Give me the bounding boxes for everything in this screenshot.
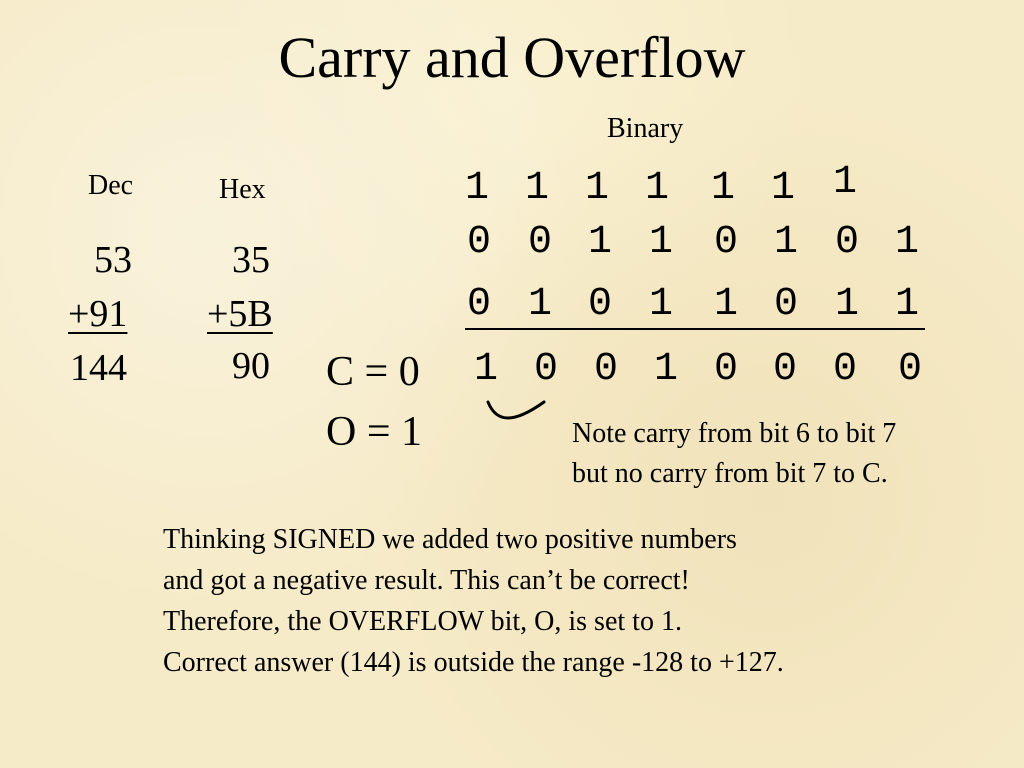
carry-note-line: but no carry from bit 7 to C. [572, 458, 888, 489]
result-bit: 1 [473, 347, 498, 392]
dec-operand-b: +91 [68, 293, 128, 335]
carry-bit: 1 [584, 166, 609, 211]
operand-b-bit: 1 [648, 282, 673, 327]
overflow-flag: O = 1 [326, 409, 423, 455]
result-bit: 0 [772, 347, 797, 392]
result-bit: 0 [897, 347, 922, 392]
carry-bit: 1 [832, 160, 857, 205]
hex-operand-b: +5B [207, 293, 273, 335]
operand-a-bit: 0 [713, 220, 738, 265]
carry-flag: C = 0 [326, 349, 420, 395]
carry-bit: 1 [770, 166, 795, 211]
check-mark-icon [482, 394, 552, 430]
operand-a-bit: 1 [773, 220, 798, 265]
carry-note-line: Note carry from bit 6 to bit 7 [572, 418, 897, 449]
carry-bit: 1 [524, 166, 549, 211]
result-bit: 0 [713, 347, 738, 392]
operand-b-bit: 0 [587, 282, 612, 327]
result-bit: 0 [593, 347, 618, 392]
hex-column-label: Hex [219, 174, 266, 205]
carry-bit: 1 [464, 166, 489, 211]
sum-line [465, 328, 925, 330]
operand-a-bit: 1 [894, 220, 919, 265]
explanation-paragraph [163, 519, 784, 683]
result-bit: 1 [653, 347, 678, 392]
dec-operand-a: 53 [94, 239, 132, 281]
slide-title: Carry and Overflow [278, 25, 746, 90]
explanation-line: Correct answer (144) is outside the range -128 to +127. [163, 647, 784, 678]
operand-a-bit: 1 [587, 220, 612, 265]
carry-bit: 1 [644, 166, 669, 211]
operand-b-bit: 1 [894, 282, 919, 327]
result-bit: 0 [832, 347, 857, 392]
operand-a-bit: 0 [834, 220, 859, 265]
carry-bit: 1 [710, 166, 735, 211]
hex-result: 90 [232, 345, 270, 387]
operand-a-bit: 0 [466, 220, 491, 265]
carry-note [572, 414, 896, 494]
operand-a-bit: 0 [527, 220, 552, 265]
operand-b-bit: 1 [527, 282, 552, 327]
dec-column-label: Dec [88, 170, 134, 201]
operand-a-bit: 1 [648, 220, 673, 265]
explanation-line: Thinking SIGNED we added two positive numbers [163, 524, 737, 555]
dec-result: 144 [70, 347, 127, 389]
operand-b-bit: 1 [834, 282, 859, 327]
explanation-line: and got a negative result. This can’t be correct! [163, 565, 690, 596]
binary-column-label: Binary [607, 113, 684, 144]
operand-b-bit: 0 [466, 282, 491, 327]
operand-b-bit: 1 [713, 282, 738, 327]
result-bit: 0 [533, 347, 558, 392]
explanation-line: Therefore, the OVERFLOW bit, O, is set to 1. [163, 606, 682, 637]
hex-operand-a: 35 [232, 239, 270, 281]
operand-b-bit: 0 [773, 282, 798, 327]
